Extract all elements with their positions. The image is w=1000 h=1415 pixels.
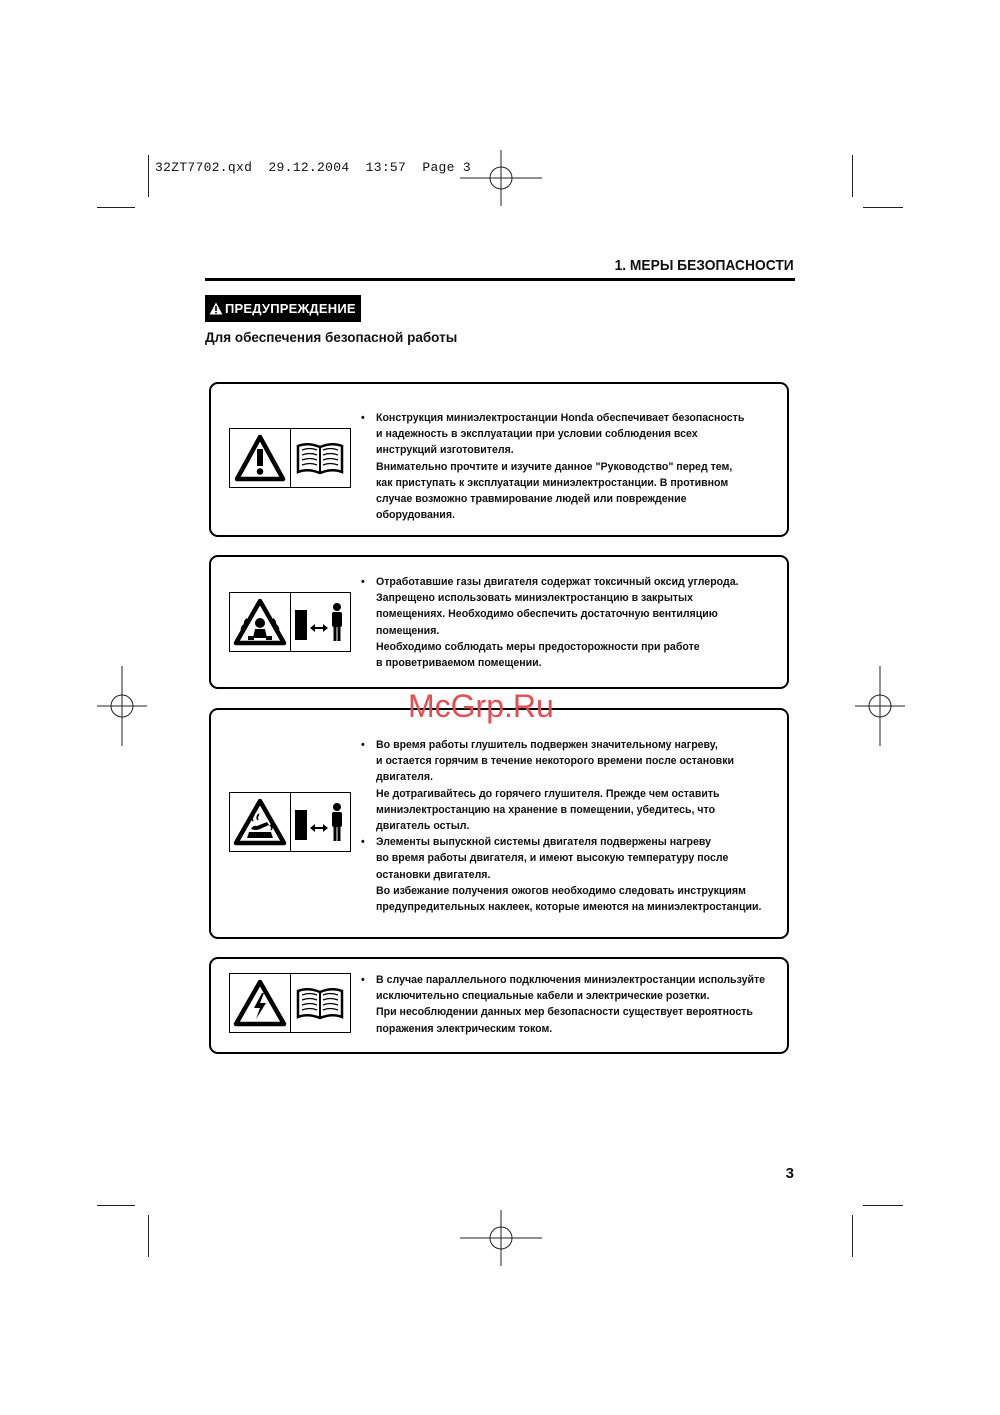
crop-mark — [148, 1215, 149, 1257]
registration-target-icon — [97, 666, 147, 746]
crop-mark — [148, 155, 149, 197]
section-title: 1. МЕРЫ БЕЗОПАСНОСТИ — [614, 257, 794, 274]
box-text — [361, 410, 773, 523]
safety-pictogram — [229, 792, 351, 852]
text-line: Внимательно прочтите и изучите данное "Руководство" перед тем, — [376, 460, 733, 473]
crop-mark — [852, 155, 853, 197]
text-line: помещениях. Необходимо обеспечить достаточную вентиляцию — [376, 608, 718, 621]
hot-surface-warning-icon — [233, 798, 287, 846]
text-line: случае возможно травмирование людей или повреждение — [376, 493, 687, 506]
bullet-paragraph — [361, 972, 773, 1037]
text-line: двигатель остыл. — [376, 820, 470, 833]
crop-mark — [863, 207, 903, 208]
warning-badge — [205, 295, 361, 322]
safety-pictogram — [229, 592, 351, 652]
bullet: • — [361, 739, 365, 751]
text-line: как приступать к эксплуатации миниэлектростанции. В противном — [376, 476, 729, 489]
text-line: и остается горячим в течение некоторого времени после остановки — [376, 755, 735, 768]
text-line: Запрещено использовать миниэлектростанцию в закрытых — [376, 592, 693, 605]
text-line: остановки двигателя. — [376, 868, 491, 881]
text-line: предупредительных наклеек, которые имеются на миниэлектростанции. — [376, 901, 762, 914]
crop-mark — [97, 1205, 135, 1206]
text-line: исключительно специальные кабели и электрические розетки. — [376, 990, 710, 1003]
text-line: миниэлектростанцию на хранение в помещении, убедитесь, что — [376, 803, 716, 816]
keep-distance-icon — [292, 800, 348, 844]
safety-pictogram — [229, 428, 351, 488]
text-line: Необходимо соблюдать меры предосторожности при работе — [376, 640, 700, 653]
text-line: инструкций изготовителя. — [376, 444, 514, 457]
crop-mark — [863, 1205, 903, 1206]
title-rule — [205, 278, 795, 281]
warning-label: ПРЕДУПРЕЖДЕНИЕ — [225, 301, 356, 316]
text-line: двигателя. — [376, 771, 433, 784]
registration-target-icon — [460, 150, 542, 206]
bullet: • — [361, 412, 365, 424]
warning-triangle-icon — [209, 302, 223, 315]
toxic-gas-warning-icon — [233, 598, 287, 646]
manual-book-icon — [294, 983, 346, 1023]
text-line: Отработавшие газы двигателя содержат токсичный оксид углерода. — [376, 576, 739, 588]
manual-book-icon — [294, 438, 346, 478]
warning-exclamation-icon — [234, 434, 286, 482]
registration-target-icon — [855, 666, 905, 746]
box-text — [361, 574, 773, 671]
bullet-paragraph — [361, 410, 773, 523]
watermark: McGrp.Ru — [408, 688, 554, 724]
text-line: Конструкция миниэлектростанции Honda обеспечивает безопасность — [376, 412, 745, 424]
bullet: • — [361, 836, 365, 849]
safety-pictogram — [229, 973, 351, 1033]
bullet-paragraph — [361, 834, 773, 915]
text-line: и надежность в эксплуатации при условии соблюдения всех — [376, 428, 698, 441]
text-line: поражения электрическим током. — [376, 1022, 553, 1035]
text-line: Во избежание получения ожогов необходимо следовать инструкциям — [376, 884, 746, 897]
crop-mark — [852, 1215, 853, 1257]
text-line: Во время работы глушитель подвержен значительному нагреву, — [376, 739, 718, 751]
bullet-paragraph — [361, 737, 773, 834]
text-line: При несоблюдении данных мер безопасности существует вероятность — [376, 1006, 753, 1019]
text-line: В случае параллельного подключения миниэлектростанции используйте — [376, 974, 766, 986]
subtitle: Для обеспечения безопасной работы — [205, 330, 458, 345]
keep-distance-icon — [292, 600, 348, 644]
text-line: помещения. — [376, 624, 440, 637]
text-line: во время работы двигателя, и имеют высокую температуру после — [376, 852, 729, 865]
text-line: Не дотрагивайтесь до горячего глушителя. Прежде чем оставить — [376, 787, 720, 800]
bullet: • — [361, 576, 365, 588]
box-text — [361, 737, 773, 915]
print-header: 32ZT7702.qxd 29.12.2004 13:57 Page 3 — [155, 160, 471, 175]
text-line: Элементы выпускной системы двигателя подвержены нагреву — [376, 836, 711, 849]
safety-box-3 — [209, 708, 789, 939]
safety-box-4 — [209, 957, 789, 1054]
bullet: • — [361, 974, 365, 986]
text-line: в проветриваемом помещении. — [376, 657, 542, 670]
page-number: 3 — [785, 1165, 794, 1182]
crop-mark — [97, 207, 135, 208]
registration-target-icon — [460, 1210, 542, 1266]
bullet-paragraph — [361, 574, 773, 671]
box-text — [361, 972, 773, 1037]
safety-box-2 — [209, 555, 789, 689]
text-line: оборудования. — [376, 509, 455, 522]
safety-box-1 — [209, 382, 789, 537]
electric-shock-warning-icon — [233, 979, 287, 1027]
